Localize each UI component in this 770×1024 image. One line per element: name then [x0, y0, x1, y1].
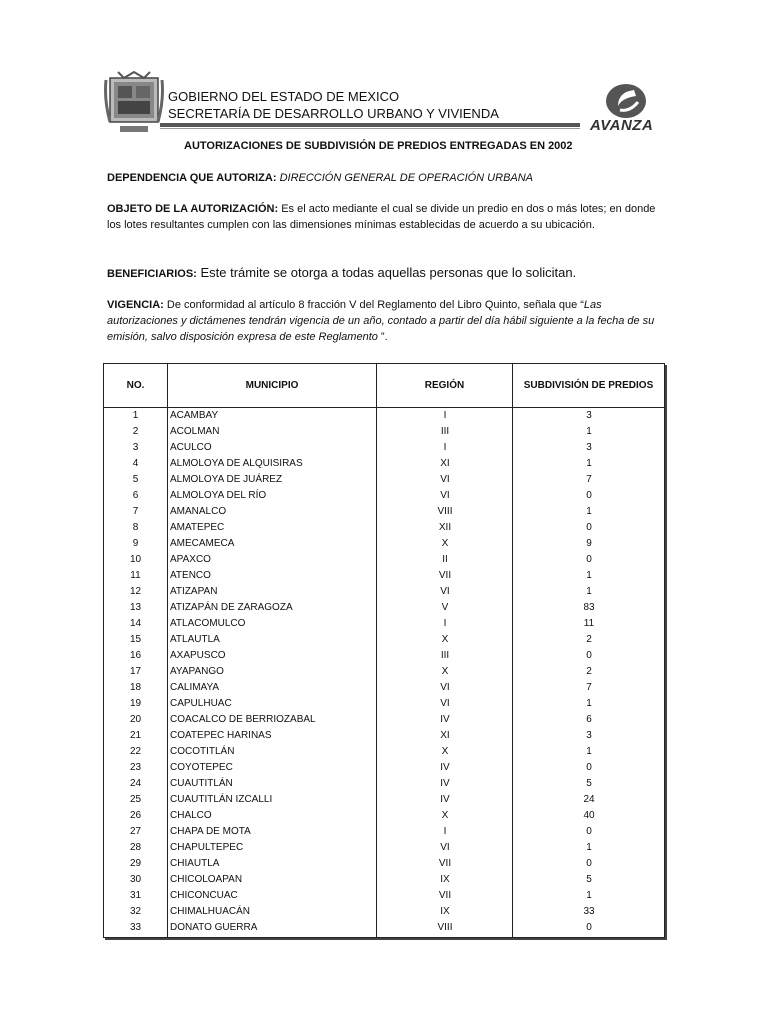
municipio-name: COACALCO DE BERRIOZABAL	[170, 714, 316, 725]
region-value: XII	[438, 522, 452, 533]
region-value: I	[443, 826, 447, 837]
municipio-name: CHICONCUAC	[170, 890, 238, 901]
subdivision-count: 1	[586, 890, 592, 901]
region-value: IV	[440, 714, 450, 725]
table-row	[104, 520, 664, 536]
municipio-name: ACOLMAN	[170, 426, 220, 437]
row-number: 6	[132, 490, 139, 501]
region-value: I	[443, 442, 447, 453]
subdivision-count: 0	[586, 522, 592, 533]
table-row	[104, 840, 664, 856]
region-value: VII	[438, 890, 452, 901]
header-divider-thin	[160, 128, 580, 129]
objeto-text: Es el acto mediante el cual se divide un predio en dos o más lotes; en donde los lotes resultantes cumplen con las dimensiones mínimas establecidas de acuerdo a su ubicación.	[107, 203, 656, 231]
region-value: VI	[440, 842, 450, 853]
region-value: IV	[440, 778, 450, 789]
region-value: VII	[438, 858, 452, 869]
region-value: IX	[440, 874, 450, 885]
municipio-name: CHAPA DE MOTA	[170, 826, 251, 837]
table-row	[104, 664, 664, 680]
row-number: 29	[129, 858, 142, 869]
beneficiarios-paragraph	[107, 265, 659, 282]
table-row	[104, 792, 664, 808]
municipio-name: ALMOLOYA DE JUÁREZ	[170, 474, 283, 485]
municipio-name: COATEPEC HARINAS	[170, 730, 272, 741]
region-value: VII	[438, 570, 452, 581]
avanza-brand-text: AVANZA	[590, 117, 654, 134]
row-number: 32	[129, 906, 142, 917]
municipio-name: ACULCO	[170, 442, 212, 453]
header-municipio: MUNICIPIO	[245, 380, 299, 391]
subdivision-count: 0	[586, 490, 592, 501]
municipio-name: CHIMALHUACÁN	[170, 906, 251, 917]
row-number: 2	[132, 426, 139, 437]
subdivision-count: 83	[583, 602, 595, 613]
subdivision-count: 1	[586, 506, 592, 517]
dependencia-label: DEPENDENCIA QUE AUTORIZA:	[107, 172, 277, 184]
objeto-label: OBJETO DE LA AUTORIZACIÓN:	[107, 203, 279, 215]
table-row	[104, 472, 664, 488]
row-number: 14	[129, 618, 142, 629]
table-row	[104, 584, 664, 600]
table-row	[104, 728, 664, 744]
header-region: REGIÓN	[424, 380, 465, 391]
table-row	[104, 504, 664, 520]
table-row	[104, 712, 664, 728]
table-row	[104, 760, 664, 776]
row-number: 28	[129, 842, 142, 853]
region-value: XI	[440, 730, 450, 741]
subdivision-count: 1	[586, 746, 592, 757]
report-title: AUTORIZACIONES DE SUBDIVISIÓN DE PREDIOS ENTREGADAS EN 2002	[184, 140, 573, 152]
subdivision-count: 7	[586, 682, 592, 693]
table-row	[104, 856, 664, 872]
region-value: VI	[440, 682, 450, 693]
region-value: X	[441, 810, 449, 821]
header-no: NO.	[126, 380, 145, 391]
municipio-name: CHICOLOAPAN	[170, 874, 243, 885]
row-number: 30	[129, 874, 142, 885]
table-row	[104, 552, 664, 568]
table-row	[104, 680, 664, 696]
region-value: III	[440, 426, 450, 437]
table-row	[104, 904, 664, 920]
row-number: 11	[130, 570, 141, 581]
municipio-name: ATIZAPAN	[170, 586, 218, 597]
row-number: 17	[129, 666, 142, 677]
vigencia-label: VIGENCIA:	[107, 299, 164, 311]
secretariat-name: SECRETARÍA DE DESARROLLO URBANO Y VIVIENDA	[168, 106, 499, 121]
dependencia-value: DIRECCIÓN GENERAL DE OPERACIÓN URBANA	[279, 172, 534, 184]
region-value: III	[440, 650, 450, 661]
table-row	[104, 920, 664, 936]
region-value: VI	[440, 586, 450, 597]
row-number: 12	[129, 586, 142, 597]
table-row	[104, 808, 664, 824]
table-row	[104, 824, 664, 840]
row-number: 13	[129, 602, 142, 613]
table-row	[104, 648, 664, 664]
municipio-name: CAPULHUAC	[170, 698, 232, 709]
table-row	[104, 488, 664, 504]
municipio-name: ATIZAPÁN DE ZARAGOZA	[170, 602, 293, 613]
beneficiarios-text: Este trámite se otorga a todas aquellas personas que lo solicitan.	[200, 265, 577, 280]
subdivision-count: 1	[586, 570, 592, 581]
subdivision-count: 1	[586, 698, 592, 709]
row-number: 21	[129, 730, 142, 741]
row-number: 20	[129, 714, 142, 725]
table-row	[104, 600, 664, 616]
row-number: 1	[132, 410, 139, 421]
subdivision-count: 2	[586, 634, 592, 645]
row-number: 18	[129, 682, 142, 693]
subdivision-count: 1	[586, 426, 592, 437]
row-number: 27	[129, 826, 142, 837]
avanza-swirl-logo	[604, 82, 648, 120]
subdivision-count: 3	[586, 730, 592, 741]
row-number: 22	[129, 746, 142, 757]
table-row	[104, 456, 664, 472]
region-value: X	[441, 634, 449, 645]
subdivision-count: 40	[583, 810, 595, 821]
table-row	[104, 872, 664, 888]
municipio-name: CHALCO	[170, 810, 212, 821]
region-value: I	[443, 410, 447, 421]
region-value: X	[441, 538, 449, 549]
subdivision-count: 0	[586, 922, 592, 933]
dependencia-paragraph	[107, 170, 659, 186]
subdivision-count: 1	[586, 458, 592, 469]
government-name: GOBIERNO DEL ESTADO DE MEXICO	[168, 89, 400, 104]
municipio-name: ACAMBAY	[170, 410, 219, 421]
municipio-name: CUAUTITLÁN IZCALLI	[170, 794, 273, 805]
region-value: I	[443, 618, 447, 629]
region-value: VI	[440, 698, 450, 709]
subdivision-count: 0	[586, 858, 592, 869]
subdivision-count: 0	[586, 650, 592, 661]
subdivision-count: 0	[586, 826, 592, 837]
subdivision-count: 0	[586, 762, 592, 773]
row-number: 7	[132, 506, 139, 517]
municipio-name: AYAPANGO	[170, 666, 224, 677]
municipio-name: AXAPUSCO	[170, 650, 226, 661]
municipio-name: ATLACOMULCO	[170, 618, 246, 629]
municipio-name: DONATO GUERRA	[170, 922, 258, 933]
municipios-table	[103, 363, 665, 938]
header-subdivision: SUBDIVISIÓN DE PREDIOS	[523, 380, 654, 391]
row-number: 15	[129, 634, 142, 645]
municipio-name: CHIAUTLA	[170, 858, 220, 869]
vigencia-text: De conformidad al artículo 8 fracción V del Reglamento del Libro Quinto, señala que “	[166, 299, 584, 311]
region-value: X	[441, 666, 449, 677]
row-number: 5	[132, 474, 139, 485]
row-number: 3	[132, 442, 139, 453]
row-number: 8	[132, 522, 139, 533]
region-value: IV	[440, 794, 450, 805]
region-value: IV	[440, 762, 450, 773]
subdivision-count: 3	[586, 410, 592, 421]
table-row	[104, 408, 664, 424]
region-value: II	[442, 554, 448, 565]
municipio-name: CHAPULTEPEC	[170, 842, 244, 853]
row-number: 10	[129, 554, 142, 565]
region-value: XI	[440, 458, 450, 469]
municipio-name: AMATEPEC	[170, 522, 225, 533]
municipio-name: ATENCO	[170, 570, 211, 581]
subdivision-count: 3	[586, 442, 592, 453]
subdivision-count: 1	[586, 586, 592, 597]
table-row	[104, 776, 664, 792]
vigencia-closing: ”.	[377, 331, 388, 343]
subdivision-count: 9	[586, 538, 592, 549]
state-seal-logo	[104, 70, 164, 136]
municipio-name: CUAUTITLÁN	[170, 778, 233, 789]
row-number: 33	[129, 922, 142, 933]
table-row	[104, 632, 664, 648]
table-row	[104, 696, 664, 712]
municipio-name: APAXCO	[170, 554, 211, 565]
row-number: 19	[129, 698, 142, 709]
subdivision-count: 2	[586, 666, 592, 677]
subdivision-count: 1	[586, 842, 592, 853]
objeto-paragraph	[107, 201, 659, 233]
subdivision-count: 5	[586, 874, 592, 885]
subdivision-count: 0	[586, 554, 592, 565]
region-value: IX	[440, 906, 450, 917]
region-value: X	[441, 746, 449, 757]
municipio-name: AMECAMECA	[170, 538, 235, 549]
row-number: 4	[132, 458, 139, 469]
table-row	[104, 616, 664, 632]
row-number: 24	[129, 778, 142, 789]
municipio-name: COCOTITLÁN	[170, 746, 235, 757]
table-row	[104, 744, 664, 760]
region-value: VIII	[437, 506, 453, 517]
row-number: 9	[132, 538, 139, 549]
subdivision-count: 11	[583, 618, 595, 629]
municipio-name: CALIMAYA	[170, 682, 220, 693]
municipio-name: ALMOLOYA DE ALQUISIRAS	[170, 458, 303, 469]
table-row	[104, 888, 664, 904]
subdivision-count: 7	[586, 474, 592, 485]
municipio-name: COYOTEPEC	[170, 762, 233, 773]
table-row	[104, 568, 664, 584]
subdivision-count: 5	[586, 778, 592, 789]
municipio-name: AMANALCO	[170, 506, 227, 517]
table-row	[104, 440, 664, 456]
region-value: V	[441, 602, 449, 613]
beneficiarios-label: BENEFICIARIOS:	[107, 268, 197, 280]
subdivision-count: 33	[583, 906, 595, 917]
vigencia-paragraph	[107, 297, 659, 345]
row-number: 23	[129, 762, 142, 773]
row-number: 16	[129, 650, 142, 661]
municipio-name: ATLAUTLA	[170, 634, 220, 645]
subdivision-count: 6	[586, 714, 592, 725]
table-row	[104, 536, 664, 552]
row-number: 31	[129, 890, 142, 901]
region-value: VI	[440, 474, 450, 485]
region-value: VI	[440, 490, 450, 501]
row-number: 26	[129, 810, 142, 821]
header-divider	[160, 123, 580, 127]
municipio-name: ALMOLOYA DEL RÍO	[170, 490, 267, 501]
row-number: 25	[129, 794, 142, 805]
table-row	[104, 424, 664, 440]
vigencia-quote: Las autorizaciones y dictámenes tendrán vigencia de un año, contado a partir del día hábil siguiente a la fecha de su emisión, salvo disposición expresa de este Reglamento	[107, 299, 655, 343]
subdivision-count: 24	[583, 794, 595, 805]
region-value: VIII	[437, 922, 453, 933]
